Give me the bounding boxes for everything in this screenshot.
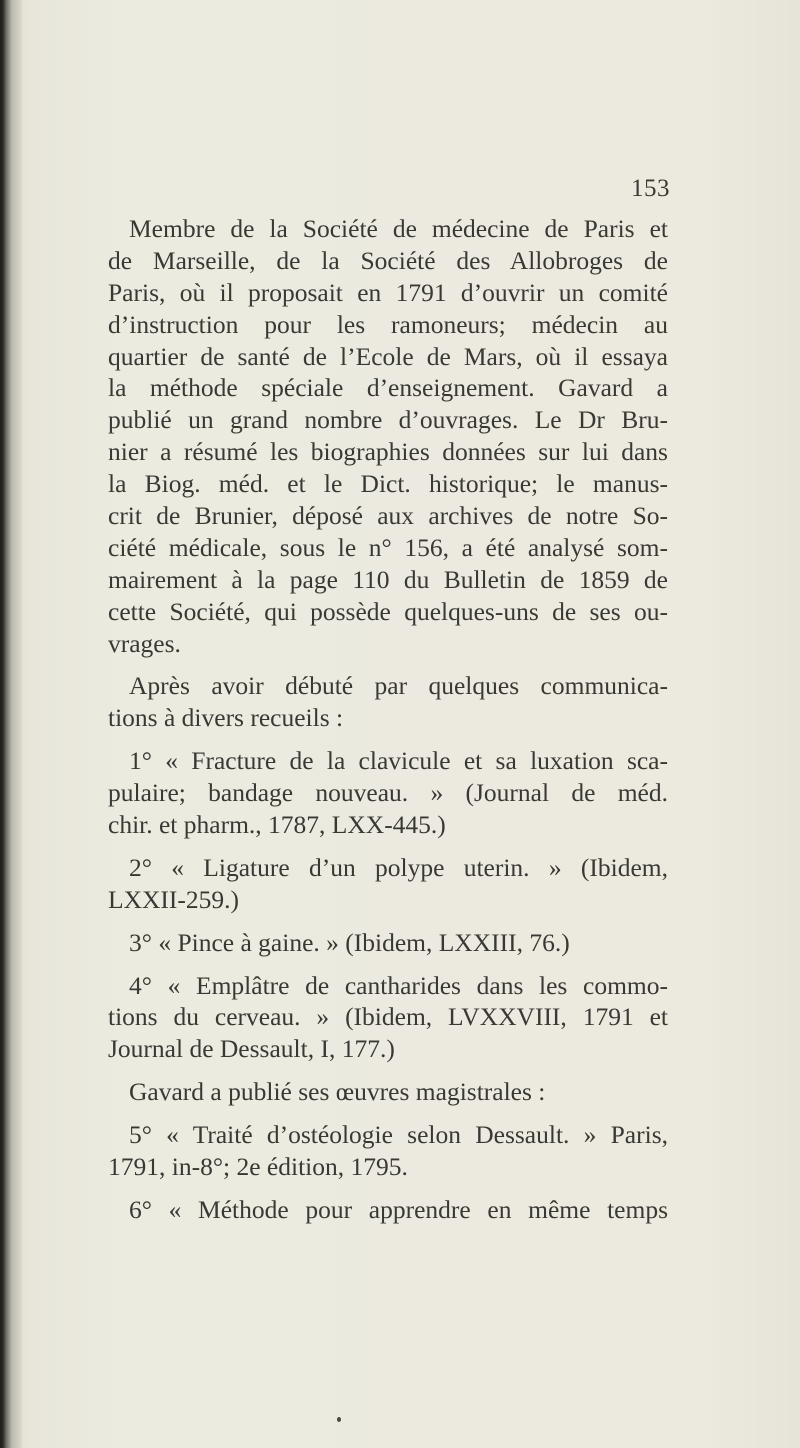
- text-line: mairement à la page 110 du Bulletin de 1859 de: [108, 564, 668, 594]
- paragraph-works-intro: [108, 1076, 668, 1108]
- book-spine-shadow: [0, 0, 22, 1448]
- list-item-6: [108, 1194, 668, 1226]
- text-line: la Biog. méd. et le Dict. historique; le manus-: [108, 469, 668, 499]
- text-line: 4° « Emplâtre de cantharides dans les commo-: [129, 970, 668, 1000]
- text-line: 1791, in-8°; 2e édition, 1795.: [108, 1152, 408, 1182]
- text-line: vrages.: [108, 628, 181, 658]
- text-line: LXXII-259.): [108, 884, 239, 914]
- list-item-4: [108, 970, 668, 1066]
- text-line: la méthode spéciale d’enseignement. Gavard a: [108, 373, 668, 403]
- page-number: 153: [631, 175, 670, 202]
- text-line: Journal de Dessault, I, 177.): [108, 1034, 395, 1064]
- text-line: 3° « Pince à gaine. » (Ibidem, LXXIII, 76.): [129, 927, 570, 957]
- paragraph-intro: [108, 670, 668, 734]
- text-line: Membre de la Société de médecine de Paris et: [129, 214, 668, 243]
- text-line: ciété médicale, sous le n° 156, a été analysé som-: [108, 532, 668, 562]
- paragraph-biography: [108, 213, 668, 659]
- text-line: chir. et pharm., 1787, LXX-445.): [108, 810, 446, 840]
- text-line: 5° « Traité d’ostéologie selon Dessault. » Paris,: [129, 1120, 668, 1150]
- list-item-3: [108, 927, 668, 959]
- text-line: cette Société, qui possède quelques-uns de ses ou-: [108, 596, 668, 626]
- text-line: quartier de santé de l’Ecole de Mars, où il essaya: [108, 341, 668, 371]
- text-line: tions du cerveau. » (Ibidem, LVXXVIII, 1791 et: [108, 1002, 668, 1032]
- text-line: crit de Brunier, déposé aux archives de notre So-: [108, 501, 668, 531]
- text-line: pulaire; bandage nouveau. » (Journal de méd.: [108, 778, 668, 808]
- text-line: d’instruction pour les ramoneurs; médecin au: [108, 309, 668, 339]
- body-text: [108, 213, 668, 1226]
- text-line: Après avoir débuté par quelques communica-: [129, 671, 668, 701]
- text-line: tions à divers recueils :: [108, 703, 344, 733]
- text-line: 1° « Fracture de la clavicule et sa luxation sca-: [129, 746, 668, 776]
- text-line: nier a résumé les biographies données sur lui dans: [108, 437, 668, 467]
- text-line: Gavard a publié ses œuvres magistrales :: [129, 1077, 546, 1107]
- text-line: de Marseille, de la Société des Allobroges de: [108, 245, 668, 275]
- ink-speck: [337, 1417, 341, 1422]
- list-item-2: [108, 852, 668, 916]
- text-line: publié un grand nombre d’ouvrages. Le Dr Bru-: [108, 405, 668, 435]
- text-line: 6° « Méthode pour apprendre en même temps: [129, 1194, 668, 1224]
- text-line: Paris, où il proposait en 1791 d’ouvrir un comité: [108, 277, 668, 307]
- text-line: 2° « Ligature d’un polype uterin. » (Ibidem,: [129, 852, 668, 882]
- list-item-5: [108, 1119, 668, 1183]
- list-item-1: [108, 745, 668, 841]
